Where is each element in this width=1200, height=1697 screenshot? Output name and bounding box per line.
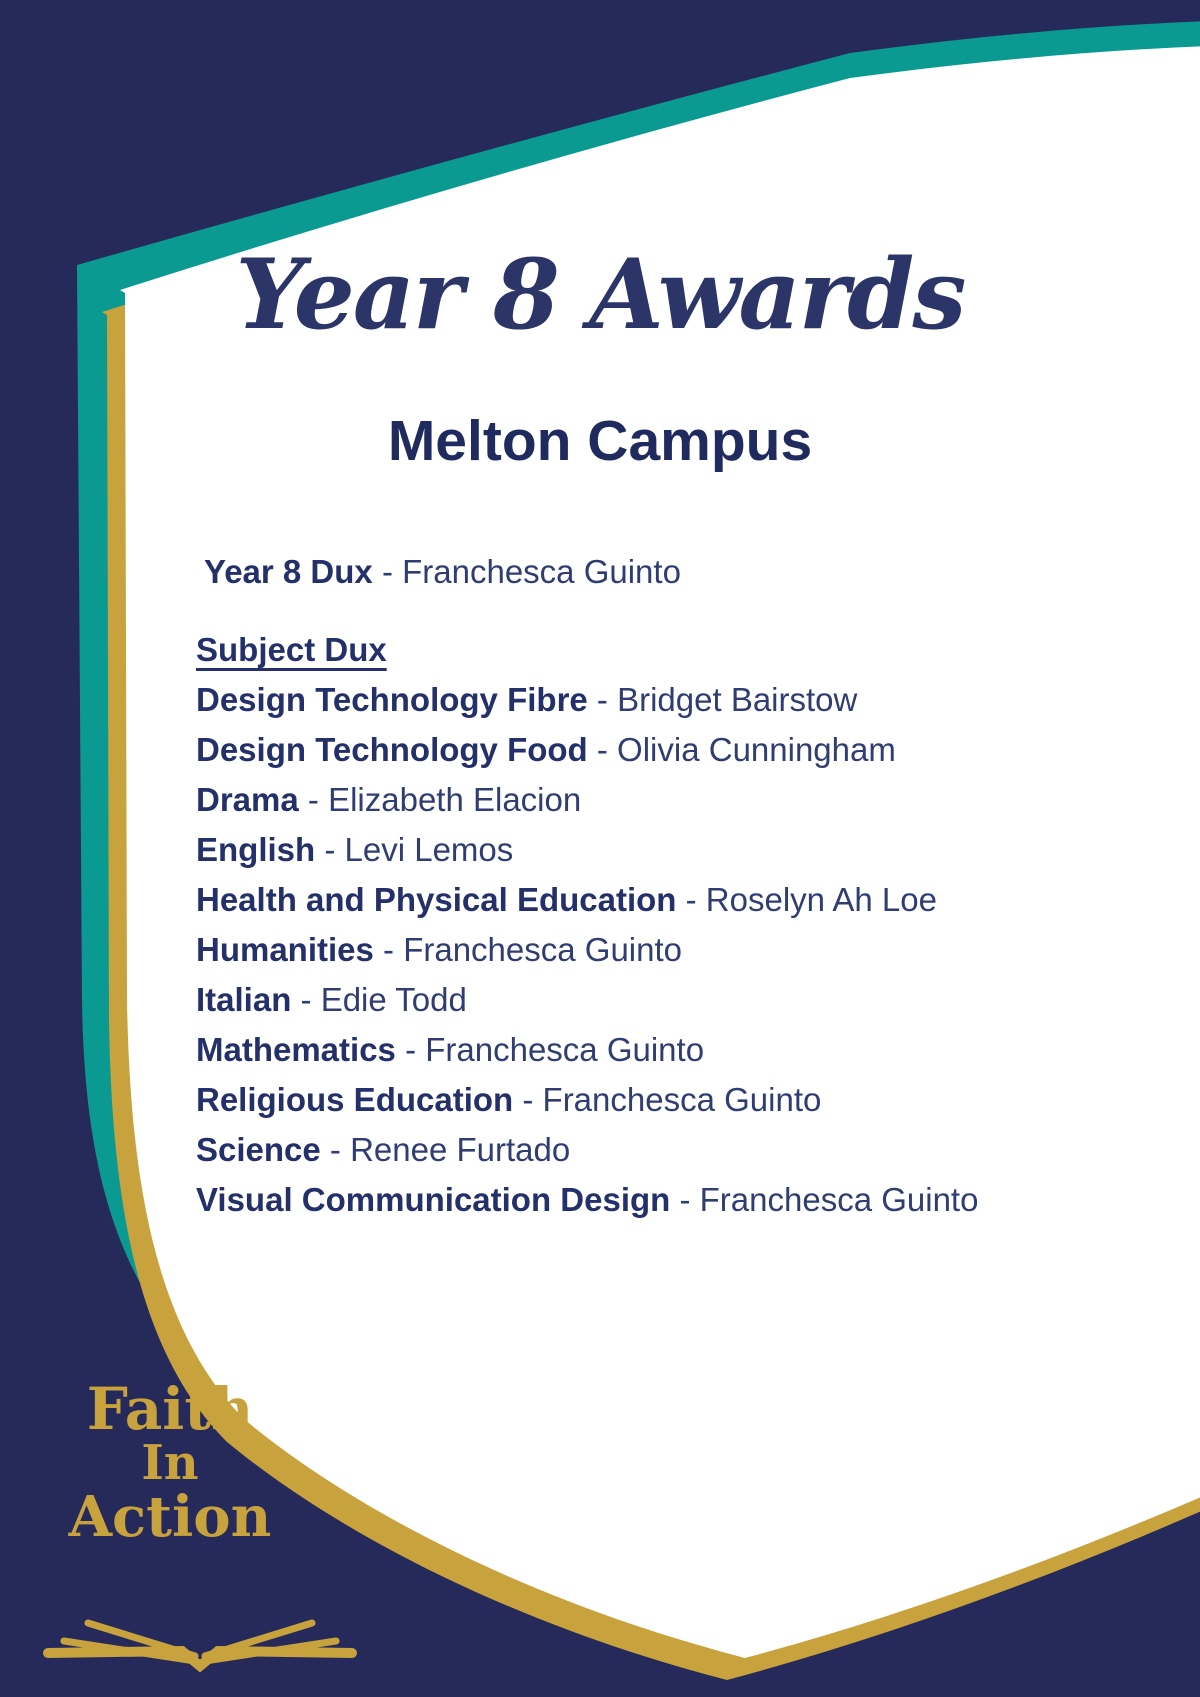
award-subject: Science: [196, 1131, 321, 1168]
award-row: [196, 725, 978, 775]
award-subject: Drama: [196, 781, 299, 818]
award-winner-name: Roselyn Ah Loe: [705, 881, 937, 918]
award-subject: Religious Education: [196, 1081, 514, 1118]
award-row: [196, 825, 978, 875]
award-separator: -: [670, 1181, 700, 1218]
award-separator: -: [587, 731, 618, 768]
award-subject: Design Technology Food: [196, 731, 588, 768]
award-winner-name: Edie Todd: [320, 981, 467, 1018]
award-winner-name: Franchesca Guinto: [699, 1181, 979, 1218]
award-winner-name: Bridget Bairstow: [617, 681, 858, 718]
award-subject: Italian: [196, 981, 292, 1018]
award-winner-name: Levi Lemos: [344, 831, 514, 868]
year8-dux-separator: -: [372, 553, 403, 590]
award-row: [196, 1075, 978, 1125]
award-separator: -: [315, 831, 345, 868]
subject-dux-heading: Subject Dux: [196, 631, 387, 668]
award-separator: -: [291, 981, 321, 1018]
campus-subtitle: Melton Campus: [387, 409, 813, 473]
award-separator: -: [395, 1031, 426, 1068]
year8-dux-line: [204, 547, 681, 597]
award-row: [196, 975, 978, 1025]
award-row: [196, 1175, 978, 1225]
poster-title: Year 8 Awards: [235, 238, 965, 351]
award-separator: -: [513, 1081, 543, 1118]
award-separator: -: [587, 681, 618, 718]
award-separator: -: [298, 781, 329, 818]
logo-word-faith: Faith: [86, 1375, 254, 1443]
award-row: [196, 875, 978, 925]
award-separator: -: [373, 931, 404, 968]
award-winner-name: Elizabeth Elacion: [328, 781, 582, 818]
award-row: [196, 1025, 978, 1075]
year8-dux-winner: Franchesca Guinto: [402, 553, 681, 590]
award-subject: Health and Physical Education: [196, 881, 677, 918]
award-subject: Visual Communication Design: [196, 1181, 671, 1218]
award-winner-name: Franchesca Guinto: [403, 931, 683, 968]
award-row: [196, 925, 978, 975]
award-row: [196, 675, 978, 725]
awards-list: [196, 675, 978, 1225]
award-subject: Humanities: [196, 931, 374, 968]
logo-word-action: Action: [68, 1484, 272, 1550]
award-winner-name: Renee Furtado: [350, 1131, 571, 1168]
award-subject: English: [196, 831, 316, 868]
award-subject: Design Technology Fibre: [196, 681, 588, 718]
faith-in-action-logo: [30, 1375, 310, 1550]
award-winner-name: Franchesca Guinto: [425, 1031, 705, 1068]
award-winner-name: Franchesca Guinto: [542, 1081, 822, 1118]
award-separator: -: [320, 1131, 351, 1168]
award-row: [196, 1125, 978, 1175]
award-row: [196, 775, 978, 825]
year8-dux-label: Year 8 Dux: [204, 553, 373, 590]
logo-word-in: In: [141, 1435, 199, 1491]
award-separator: -: [676, 881, 706, 918]
award-subject: Mathematics: [196, 1031, 396, 1068]
open-book-icon: [42, 1595, 358, 1675]
award-winner-name: Olivia Cunningham: [617, 731, 896, 768]
